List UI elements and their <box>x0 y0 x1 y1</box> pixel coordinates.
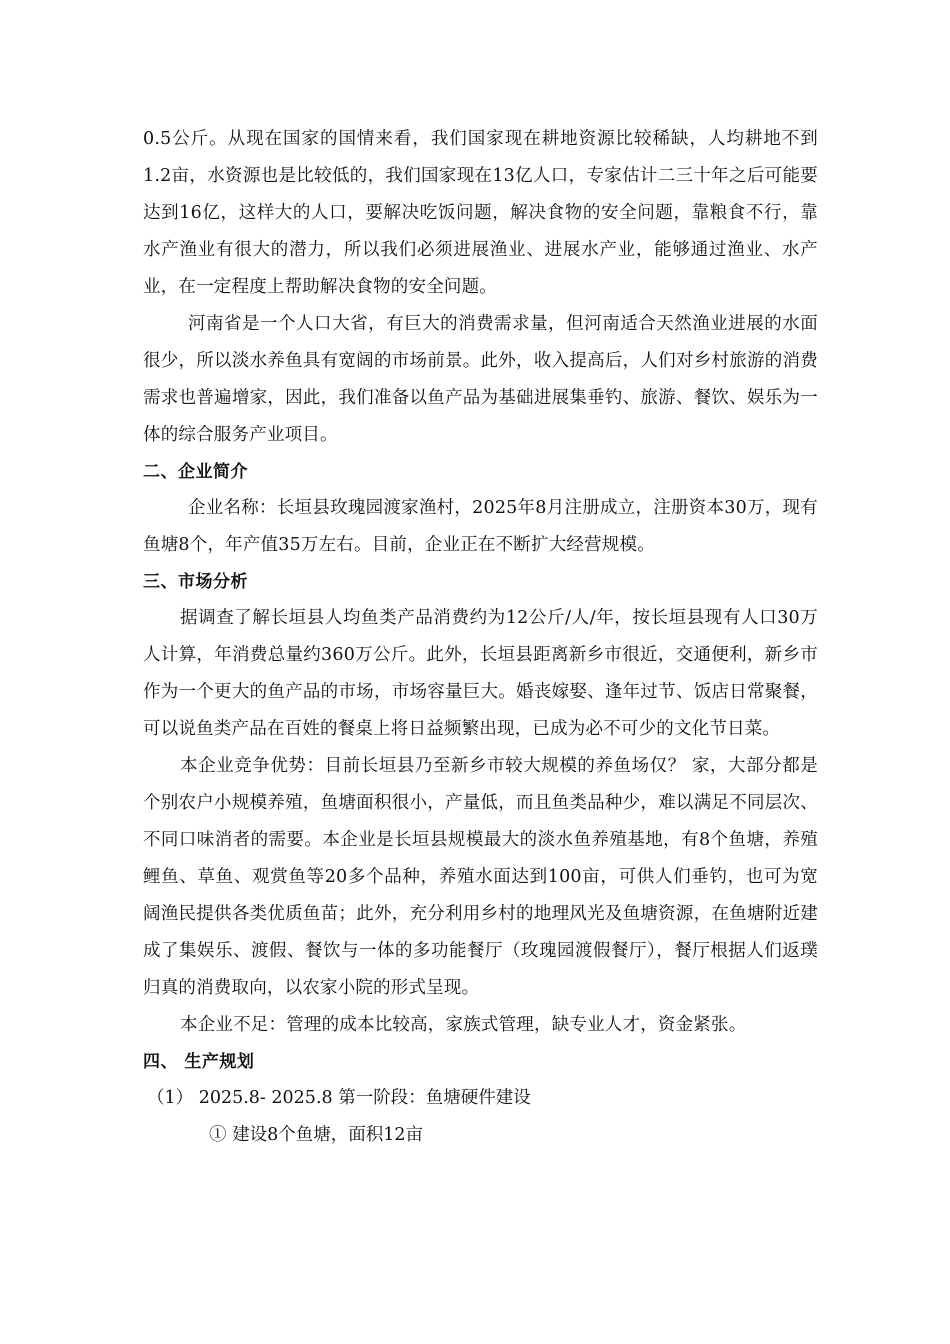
section-heading-production-plan: 四、 生产规划 <box>143 1052 255 1072</box>
production-phase-subitem: ① 建设8个鱼塘，面积12亩 <box>209 1125 423 1145</box>
intro-paragraph: 0.5公斤。从现在国家的国情来看，我们国家现在耕地资源比较稀缺，人均耕地不到1.2亩，水资源也是比较低的，我们国家现在13亿人口，专家估计二三十年之后可能要达到16亿，这样大的人口，要解决吃饭问题，解决食物的安全问题，靠粮食不行，靠水产渔业有很大的潜力，所以我们必须进展渔业、进展水产业，能够通过渔业、水产业，在一定程度上帮助解决食物的安全问题。 <box>143 129 818 297</box>
intro-paragraph-henan: 河南省是一个人口大省，有巨大的消费需求量，但河南适合天然渔业进展的水面很少，所以淡水养鱼具有宽阔的市场前景。此外，收入提高后，人们对乡村旅游的消费需求也普遍增家，因此，我们准备以鱼产品为基础进展集垂钓、旅游、餐饮、娱乐为一体的综合服务产业项目。 <box>143 314 818 445</box>
weakness-paragraph: 本企业不足：管理的成本比较高，家族式管理，缺专业人才，资金紧张。 <box>180 1015 747 1035</box>
production-phase-item: （1） 2025.8- 2025.8 第一阶段：鱼塘硬件建设 <box>147 1088 531 1108</box>
section-heading-company-profile: 二、企业简介 <box>143 462 248 482</box>
section-heading-market-analysis: 三、市场分析 <box>143 572 248 592</box>
market-analysis-paragraph: 据调查了解长垣县人均鱼类产品消费约为12公斤/人/年，按长垣县现有人口30万人计算，年消费总量约360万公斤。此外，长垣县距离新乡市很近，交通便利，新乡市作为一个更大的鱼产品的市场，市场容量巨大。婚丧嫁娶、逢年过节、饭店日常聚餐，可以说鱼类产品在百姓的餐桌上将日益频繁出现，已成为必不可少的文化节日菜。 <box>143 608 818 739</box>
competitive-advantage-paragraph: 本企业竞争优势：目前长垣县乃至新乡市较大规模的养鱼场仅？ 家，大部分都是个别农户小规模养殖，鱼塘面积很小，产量低，而且鱼类品种少，难以满足不同层次、不同口味消者的需要。本企业是长垣县规模最大的淡水鱼养殖基地，有8个鱼塘，养殖鲤鱼、草鱼、观赏鱼等20多个品种，养殖水面达到100亩，可供人们垂钓，也可为宽阔渔民提供各类优质鱼苗；此外，充分利用乡村的地理风光及鱼塘资源，在鱼塘附近建成了集娱乐、渡假、餐饮与一体的多功能餐厅（玫瑰园渡假餐厅），餐厅根据人们返璞归真的消费取向，以农家小院的形式呈现。 <box>143 756 818 998</box>
company-profile-paragraph: 企业名称：长垣县玫瑰园渡家渔村，2025年8月注册成立，注册资本30万，现有鱼塘8个，年产值35万左右。目前，企业正在不断扩大经营规模。 <box>143 498 818 555</box>
document-body <box>143 121 818 1154</box>
